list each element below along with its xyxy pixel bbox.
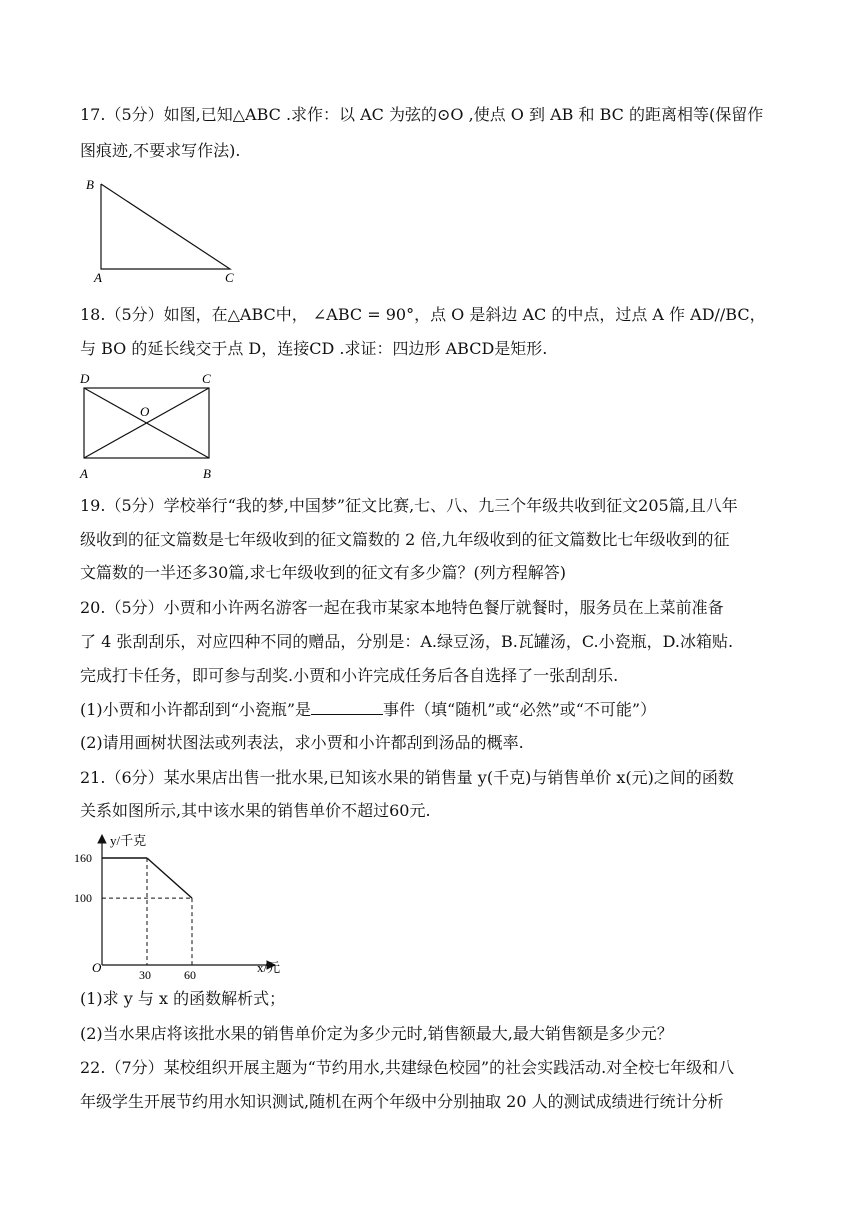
x-tick-60: 60 (184, 968, 196, 980)
label-b: B (203, 466, 211, 481)
label-d: D (80, 371, 90, 386)
q20-line-2: 了 4 张刮刮乐，对应四种不同的赠品，分别是：A.绿豆汤，B.瓦罐汤，C.小瓷瓶，D.冰箱贴. (80, 632, 734, 651)
label-a: A (80, 466, 88, 481)
q17-line-2: 图痕迹,不要求写作法). (80, 141, 241, 160)
y-tick-100: 100 (74, 891, 92, 906)
q22-line-2: 年级学生开展节约用水知识测试,随机在两个年级中分别抽取 20 人的测试成绩进行统计分析 (80, 1092, 724, 1111)
x-tick-30: 30 (139, 968, 151, 980)
label-b: B (86, 177, 94, 192)
q21-part-2: (2)当水果店将该批水果的销售单价定为多少元时,销售额最大,最大销售额是多少元？ (80, 1024, 673, 1043)
q20-part-2: (2)请用画树状图法或列表法，求小贾和小许都刮到汤品的概率. (80, 733, 524, 752)
q17-triangle-figure (80, 172, 250, 287)
label-c: C (225, 270, 234, 285)
origin-label: O (92, 960, 102, 975)
q20-part-1 (80, 700, 656, 720)
label-o: O (140, 404, 150, 419)
y-axis-label: y/千克 (110, 833, 147, 848)
q20-part-1-suffix: 事件（填“随机”或“必然”或“不可能”） (383, 700, 657, 719)
q21-line-1: 21.（6分）某水果店出售一批水果,已知该水果的销售量 y(千克)与销售单价 x(元)之间的函数 (80, 768, 734, 787)
x-axis-label: x/元 (257, 960, 281, 975)
label-c: C (202, 371, 211, 386)
q19-line-2: 级收到的征文篇数是七年级收到的征文篇数的 2 倍,九年级收到的征文篇数比七年级收到的征 (80, 530, 730, 549)
triangle-abc (101, 184, 230, 269)
q21-function-graph (70, 830, 290, 980)
q20-line-1: 20.（5分）小贾和小许两名游客一起在我市某家本地特色餐厅就餐时，服务员在上菜前准备 (80, 598, 724, 617)
q18-line-2: 与 BO 的延长线交于点 D，连接CD .求证：四边形 ABCD是矩形. (80, 339, 548, 358)
q19-line-3: 文篇数的一半还多30篇,求七年级收到的征文有多少篇？(列方程解答) (80, 563, 566, 582)
q18-rectangle-figure (75, 368, 225, 483)
q17-line-1: 17.（5分）如图,已知△ABC .求作：以 AC 为弦的⊙O ,使点 O 到 AB 和 BC 的距离相等(保留作 (80, 105, 764, 124)
y-tick-160: 160 (74, 851, 92, 865)
q19-line-1: 19.（5分）学校举行“我的梦,中国梦”征文比赛,七、八、九三个年级共收到征文205篇,且八年 (80, 496, 738, 515)
answer-blank (311, 700, 383, 715)
q21-part-1: (1)求 y 与 x 的函数解析式； (80, 989, 286, 1008)
q20-part-1-prefix: (1)小贾和小许都刮到“小瓷瓶”是 (80, 700, 312, 719)
q22-line-1: 22.（7分）某校组织开展主题为“节约用水,共建绿色校园”的社会实践活动.对全校七年级和八 (80, 1058, 735, 1077)
label-a: A (94, 270, 102, 285)
q21-line-2: 关系如图所示,其中该水果的销售单价不超过60元. (80, 801, 431, 820)
function-segment-2 (147, 858, 192, 898)
q18-line-1: 18.（5分）如图，在△ABC中， ∠ABC = 90°，点 O 是斜边 AC 的中点，过点 A 作 AD//BC， (80, 305, 766, 324)
q20-line-3: 完成打卡任务，即可参与刮奖.小贾和小许完成任务后各自选择了一张刮刮乐. (80, 666, 619, 685)
